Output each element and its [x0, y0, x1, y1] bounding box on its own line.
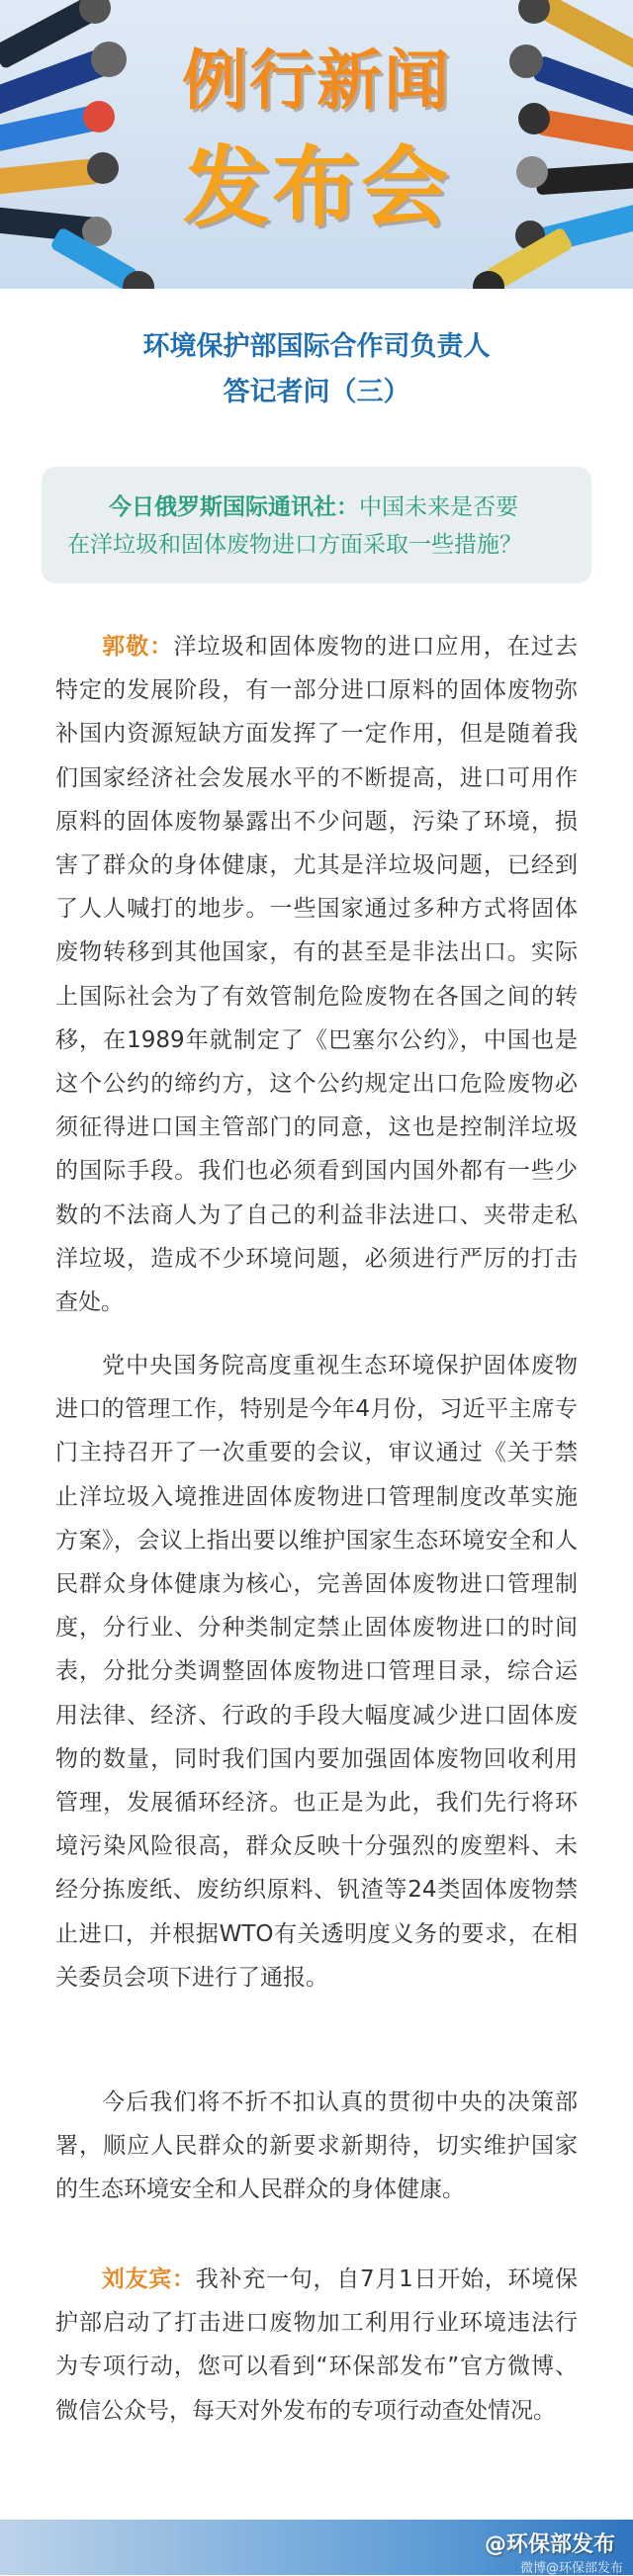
headline-line1: 环境保护部国际合作司负责人	[142, 331, 491, 362]
press-conference-banner	[0, 0, 633, 289]
answer-text: 我补充一句，自7月1日开始，环境保护部启动了打击进口废物加工利用行业环境违法行为专项行动，您可以看到“环保部发布”官方微博、微信公众号，每天对外发布的专项行动查处情况。	[55, 2266, 578, 2424]
answer-paragraph-1	[55, 625, 578, 1324]
answer-paragraph-3	[55, 2081, 578, 2212]
speaker-name: 刘友宾：	[101, 2266, 196, 2292]
banner-title-line2: 发布会	[182, 136, 450, 238]
answer-text: 党中央国务院高度重视生态环境保护固体废物进口的管理工作，特别是今年4月份，习近平主席专门主持召开了一次重要的会议，审议通过《关于禁止洋垃圾入境推进固体废物进口管理制度改革实施方案》，会议上指出要以维护国家生态环境安全和人民群众身体健康为核心，完善固体废物进口管理制度，分行业、分种类制定禁止固体废物进口的时间表，分批分类调整固体废物进口管理目录，综合运用法律、经济、行政的手段大幅度减少进口固体废物的数量，同时我们国内要加强固体废物回收利用管理，发展循环经济。也正是为此，我们先行将环境污染风险很高，群众反映十分强烈的废塑料、未经分拣废纸、废纺织原料、钒渣等24类固体废物禁止进口，并根据WTO有关透明度义务的要求，在相关委员会项下进行了通报。	[55, 1353, 578, 1991]
answer-paragraph-4	[55, 2258, 578, 2433]
weibo-handle[interactable]: @环保部发布	[484, 2532, 615, 2557]
question-line1	[67, 489, 566, 526]
answer-paragraph-2	[55, 1344, 578, 1999]
article-headline	[0, 324, 633, 415]
answer-text: 洋垃圾和固体废物的进口应用，在过去特定的发展阶段，有一部分进口原料的固体废物弥补国内资源短缺方面发挥了一定作用，但是随着我们国家经济社会发展水平的不断提高，进口可用作原料的固体废物暴露出不少问题，污染了环境，损害了群众的身体健康，尤其是洋垃圾问题，已经到了人人喊打的地步。一些国家通过多种方式将固体废物转移到其他国家，有的甚至是非法出口。实际上国际社会为了有效管制危险废物在各国之间的转移，在1989年就制定了《巴塞尔公约》，中国也是这个公约的缔约方，这个公约规定出口危险废物必须征得进口国主管部门的同意，这也是控制洋垃圾的国际手段。我们也必须看到国内国外都有一些少数的不法商人为了自己的利益非法进口、夹带走私洋垃圾，造成不少环境问题，必须进行严厉的打击查处。	[55, 634, 579, 1316]
reporter-question-box	[42, 467, 591, 583]
question-text-part2: 在洋垃圾和固体废物进口方面采取一些措施？	[67, 532, 522, 558]
question-text-part1: 中国未来是否要	[359, 494, 518, 520]
question-asker: 今日俄罗斯国际通讯社：	[109, 494, 359, 520]
banner-title-line1: 例行新闻	[182, 43, 451, 119]
headline-line2: 答记者问（三）	[223, 377, 410, 407]
speaker-name: 郭敬：	[101, 634, 174, 660]
weibo-watermark: 微博@环保部发布	[519, 2561, 623, 2576]
answer-text: 今后我们将不折不扣认真的贯彻中央的决策部署，顺应人民群众的新要求新期待，切实维护国家的生态环境安全和人民群众的身体健康。	[55, 2089, 578, 2203]
